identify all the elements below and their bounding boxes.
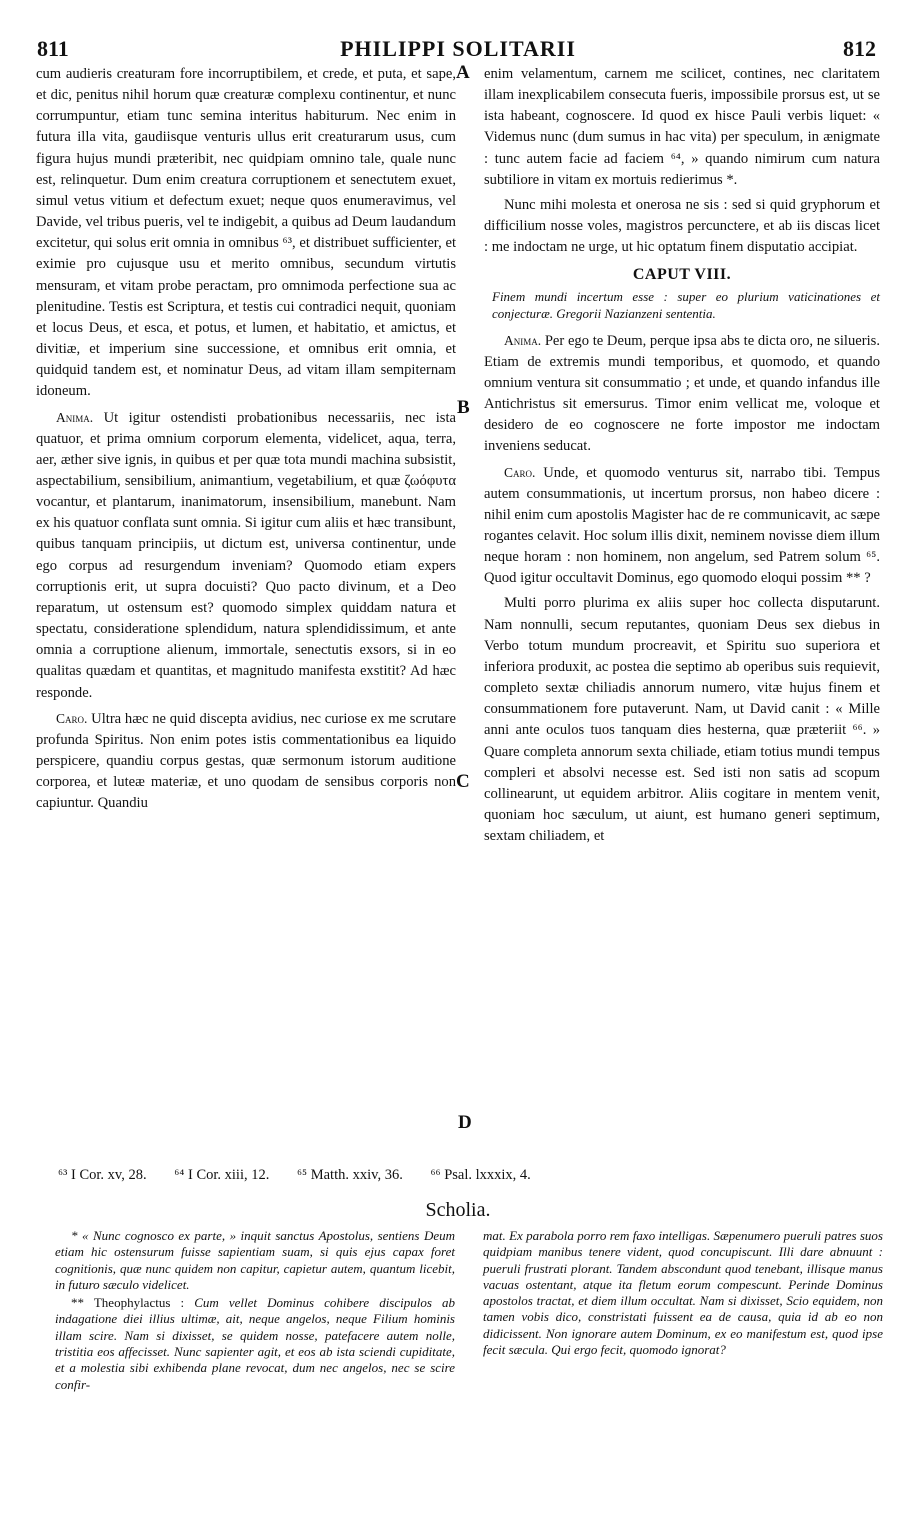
paragraph xyxy=(484,462,880,590)
right-column xyxy=(484,64,880,851)
paragraph-text: Ut igitur ostendisti probationibus necessariis, nec ista quatuor, et prima omnium corporum elementa, videlicet, aqua, terra, aer, æther sive ignis, in quibus et per quæ tota mundi machina subsistit, aspectabilium, sensibilium, animantium, vegetabilium, et quæ ζωόφυτα vocantur, et plantarum, inanimatorum, insensibilium, manebunt. Nam ex his quatuor conflata sunt omnia. Si igitur cum aliis et hæc transibunt, quibus tanquam principiis, ut dictum est, universa continentur, unde ego corpus ad resurgendum inveniam? Quomodo etiam expers corruptionis erit, ut supra docuisti? Quo pacto divinum, et a Deo reparatum, ut ostensum est? quomodo simplex quiddam natura et spectatu, consideratione splendidum, natura splendidissimum, et ante omnia a corruptione alienum, immortale, senectutis exsors, si in eo qualitas quædam et quantitas, et magnitudo manifesta exstitit? Ad hæc responde. xyxy=(36,409,456,701)
paragraph: Multi porro plurima ex aliis super hoc collecta disputarunt. Nam nonnulli, secum reputantes, quoniam Deus sex diebus in Verbo totum mundum procreavit, et Spiritu suo superiora et inferiora produxit, ac postea die septimo ab operibus suis requievit, completo sextæ chiliadis annorum numero, vitæ hujus finem et consummationem fore putaverunt. Nam, ut David canit : « Mille anni ante oculos tuos tanquam dies hesterna, quæ præteriit ⁶⁶. » Quare completa annorum sexta chiliade, etiam totius mundi tempus compleri et absolvi necesse est. Sed isti non satis ad scopum collinearunt, ut equidem arbitror. Aliis cogitare in mentem venit, quoniam hoc sæculum, ut aiunt, est humano generi septimum, sextam chiliadem, et xyxy=(484,595,880,845)
scholion: mat. Ex parabola porro rem faxo intelligas. Sæpenumero pueruli patres suos quidpiam manibus tenere vident, quod concupiscunt. Illi dare abnuunt : pueruli frustrati plorant. Tandem abscondunt quod tenebant, illisque manus vacuas ostentant, atque ita fletum eorum compescunt. Perinde Dominus apostolos tractat, et diem illum occultat. Nam si dixisset, Scio equidem, non tamen vobis dico, constristati fuissent ea de causa, quia id ab eo non didicissent. Non ignorare autem Dominum, ex eo manifestum est, quod ipse fecit sæcula. Qui ergo fecit, quomodo ignorat? xyxy=(483,1228,883,1358)
chapter-title: CAPUT VIII. xyxy=(632,266,732,284)
speaker-label: Caro. xyxy=(504,464,536,480)
scholion: * « Nunc cognosco ex parte, » inquit sanctus Apostolus, sentiens Deum etiam hic ostensurum fuisse sapientiam suam, si quis ejus capax foret cognitionis, quæ nunc quidem non capitur, capietur autem, quantum licebit, in futuro sæculo videlicet. xyxy=(55,1228,455,1292)
running-title: PHILIPPI SOLITARII xyxy=(340,36,576,61)
scholion-text: Cum vellet Dominus cohibere discipulos ab indagatione diei illius ultimæ, ait, neque angelos, neque Filium hominis illam scire. Nam si dixisset, se quidem nosse, patefacere autem nolle, tristitia eos affecisset. Nunc sapienter agit, et eos ab ista sciendi cupiditate, et a molestia sibi exhibenda plane revocat, dum nec angelos, nec se scire confir- xyxy=(55,1295,456,1392)
scholia-title: Scholia. xyxy=(425,1199,491,1221)
speaker-label: Anima. xyxy=(504,332,542,348)
chapter-summary: Finem mundi incertum esse : super eo plurium vaticinationes et conjecturæ. Gregorii Nazianzeni sententia. xyxy=(492,288,880,321)
margin-letter-c: C xyxy=(456,771,470,792)
footnote: ⁶⁶ Psal. lxxxix, 4. xyxy=(430,1167,531,1183)
margin-letter-d: D xyxy=(458,1112,472,1133)
paragraph: enim velamentum, carnem me scilicet, contines, nec claritatem illam inexplicabilem consecuta fueris, impossibile prorsus est, ut se ista habeant, cognoscere. Id quod ex hisce Pauli verbis liquet: « Videmus nunc (dum sumus in hac vita) per speculum, in ænigmate : tunc autem facie ad faciem ⁶⁴, » quando nimirum cum natura subtiliore in vitam ex mortuis redierimus *. xyxy=(484,66,880,188)
page-number-right: 812 xyxy=(843,36,876,61)
paragraph: Nunc mihi molesta et onerosa ne sis : sed si quid gryphorum et difficilium nosse voles, magistros percunctere, et ab iis discas licet : me indoctam ne urge, ut hic optatum finem disputatio accipiat. xyxy=(484,196,880,256)
speaker-label: Caro. xyxy=(56,710,88,726)
paragraph: cum audieris creaturam fore incorruptibilem, et crede, et puta, et sape, et dic, penitus nihil horum quæ creaturæ complexu continentur, et nunc corrumpuntur, etiam tunc semina interitus habiturum. Nec enim in futura illa vita, gaudiisque venturis ullus erit creaturarum usus, cum figura hujus mundi præteribit, nec quidpiam omnino tale, quale nunc est, relinquetur. Dum enim creatura corruptionem et senectutem exuet, simul vetus vitium et defectum exuet; neque quos enumeravimus, vel Davide, vel tribus pueris, vel te indigebit, a quibus ad Deum laudandum excitetur, qui solus erit omnia in omnibus ⁶³, et distribuet sufficienter, et eximie pro cujusque usu et merito omnibus, secundum virtutis mensuram, et vitam probe peractam, pro omnimoda perfectione sua ac plenitudine. Testis est Scriptura, et testis cui contradici nequit, quoniam et locus Deus, et esca, et potus, et lumen, et habitatio, et amictus, et divitiæ, et imperium sine successione, et omnibus erit omnia, et quidquid tandem est, et nominatur Deus, ad vitam illam sempiternam idoneum. xyxy=(36,66,456,400)
footnote: ⁶⁴ I Cor. xiii, 12. xyxy=(174,1167,270,1183)
footnote: ⁶⁵ Matth. xxiv, 36. xyxy=(296,1167,403,1183)
page-number-left: 811 xyxy=(37,36,69,61)
paragraph xyxy=(36,708,456,815)
scholia-left-column xyxy=(55,1228,455,1395)
left-column xyxy=(36,64,456,818)
scholion-lead: ** Theophylactus : xyxy=(71,1295,195,1311)
paragraph-text: Ultra hæc ne quid discepta avidius, nec curiose ex me scrutare profunda Spiritus. Non enim potes istis commentationibus ea liquido perspicere, quandiu corpus gestas, quæ sermonum istorum auditione corporea, et luteæ materiæ, et uno quodam de sensibus corporis non capiuntur. Quandiu xyxy=(36,710,456,812)
scholia-right-column xyxy=(483,1228,883,1360)
scholion xyxy=(55,1295,455,1393)
footnote: ⁶³ I Cor. xv, 28. xyxy=(58,1167,147,1183)
paragraph-text: Unde, et quomodo venturus sit, narrabo tibi. Tempus autem consummationis, ut incertum prorsus, non habeo dicere : nihil enim cum apostolis Magister hac de re communicavit, ac sæpe rogantes celavit. Hoc solum illis dixit, neminem novisse diem illum neque horam : non hominem, non angelum, sed Patrem solum ⁶⁵. Quod igitur occultavit Dominus, ego quomodo eloqui possim ** ? xyxy=(484,464,880,587)
paragraph xyxy=(36,407,456,704)
paragraph-text: Per ego te Deum, perque ipsa abs te dicta oro, ne silueris. Etiam de extremis mundi temporibus, et quomodo, et quando omnium ventura sit consummatio ; et unde, et quando infandus ille Antichristus sit emersurus. Timor enim vellicat me, voloque et desidero de eo cognoscere ne forte impostor me indoctam inveniens seducat. xyxy=(484,332,880,455)
footnotes xyxy=(58,1167,878,1184)
paragraph xyxy=(484,330,880,458)
speaker-label: Anima. xyxy=(56,409,94,425)
margin-letter-a: A xyxy=(456,62,470,83)
margin-letter-b: B xyxy=(457,397,470,418)
